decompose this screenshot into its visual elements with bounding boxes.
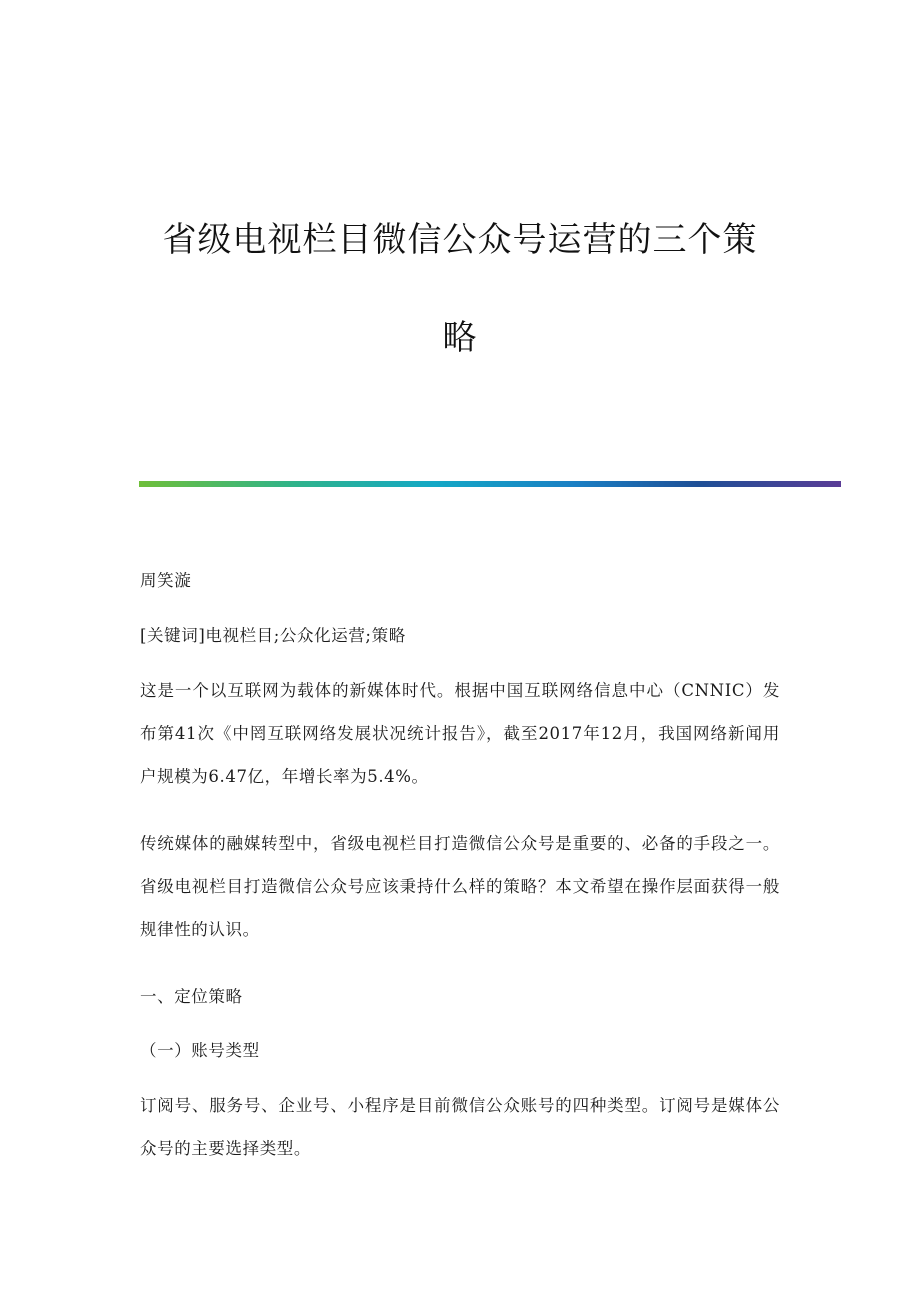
gradient-divider xyxy=(139,481,841,487)
body-paragraph: 订阅号、服务号、企业号、小程序是目前微信公众账号的四种类型。订阅号是媒体公众号的主要选择类型。 xyxy=(140,1096,780,1158)
keywords-line: [关键词]电视栏目;公众化运营;策略 xyxy=(140,626,406,645)
subsection-heading: （一）账号类型 xyxy=(140,1041,260,1060)
body-paragraph: 传统媒体的融媒转型中，省级电视栏目打造微信公众号是重要的、必备的手段之一。省级电视栏目打造微信公众号应该秉持什么样的策略？本文希望在操作层面获得一般规律性的认识。 xyxy=(140,834,780,939)
document-title-line-1: 省级电视栏目微信公众号运营的三个策 xyxy=(162,220,758,260)
section-heading: 一、定位策略 xyxy=(140,987,243,1006)
body-paragraph: 这是一个以互联网为载体的新媒体时代。根据中国互联网络信息中心（CNNIC）发布第41次《中罔互联网络发展状况统计报告》，截至2017年12月，我国网络新闻用户规模为6.47亿，年增长率为5.4%。 xyxy=(140,681,780,786)
author-name: 周笑漩 xyxy=(140,571,192,590)
document-title-line-2: 略 xyxy=(442,318,478,358)
